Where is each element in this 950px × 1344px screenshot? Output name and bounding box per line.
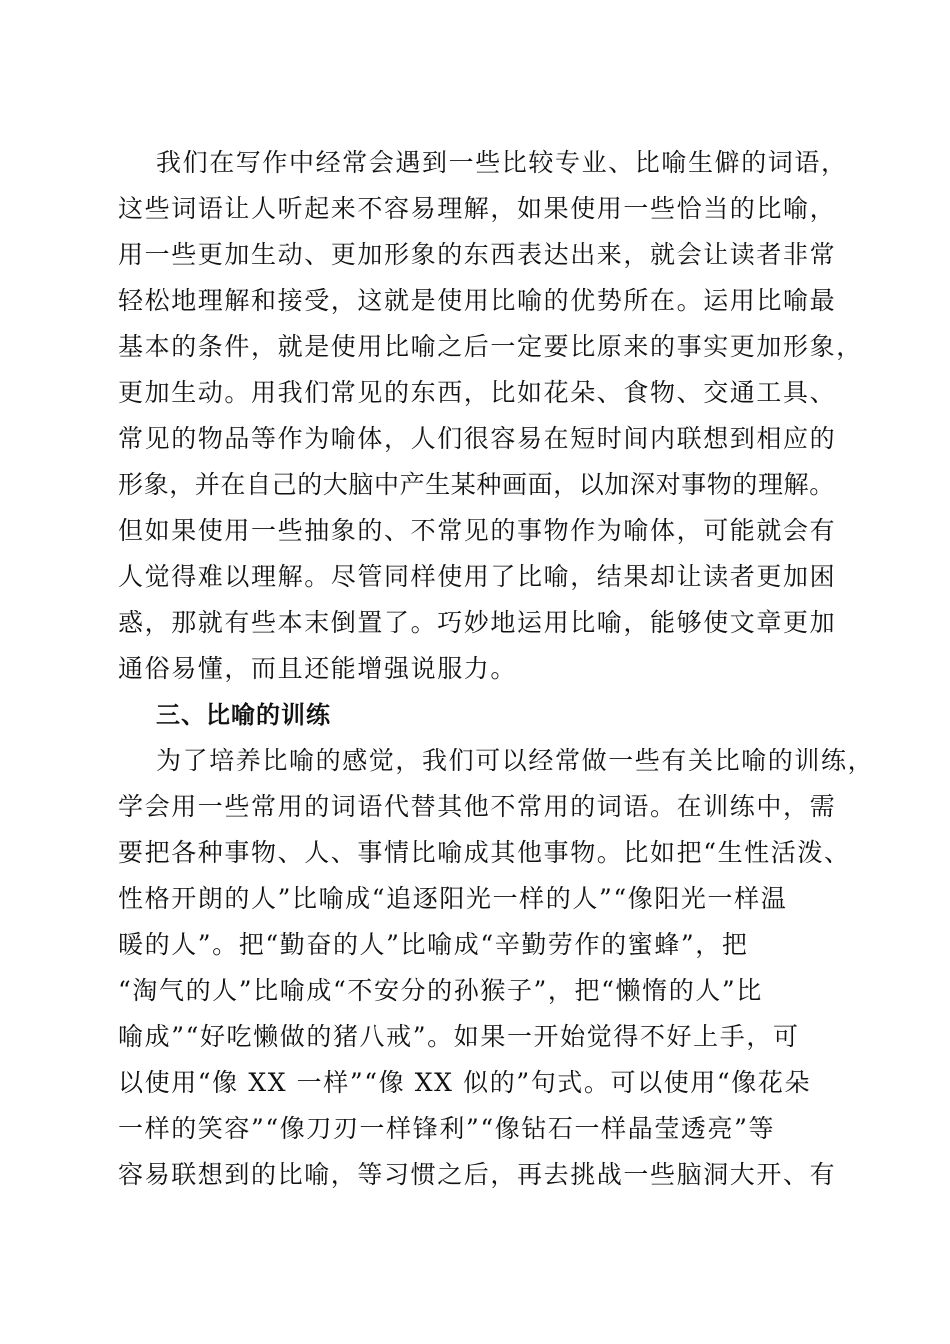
paragraph-line: 形象，并在自己的大脑中产生某种画面，以加深对事物的理解。 [118, 470, 835, 499]
paragraph-line: 为了培养比喻的感觉，我们可以经常做一些有关比喻的训练， [156, 746, 875, 775]
paragraph-line: 通俗易懂，而且还能增强说服力。 [118, 654, 518, 683]
paragraph-metaphor-training [118, 738, 875, 1198]
paragraph-line: 人觉得难以理解。尽管同样使用了比喻，结果却让读者更加困 [118, 562, 837, 591]
paragraph-line: 轻松地理解和接受，这就是使用比喻的优势所在。运用比喻最 [118, 286, 837, 315]
paragraph-line: 喻成”“好吃懒做的猪八戒”。如果一开始觉得不好上手，可 [118, 1022, 800, 1051]
paragraph-line: 性格开朗的人”比喻成“追逐阳光一样的人”“像阳光一样温 [118, 884, 788, 913]
paragraph-line: 我们在写作中经常会遇到一些比较专业、比喻生僻的词语， [156, 148, 848, 177]
paragraph-line: 更加生动。用我们常见的东西，比如花朵、食物、交通工具、 [118, 378, 837, 407]
paragraph-line: 以使用“像 XX 一样”“像 XX 似的”句式。可以使用“像花朵 [118, 1068, 812, 1097]
section-heading: 三、比喻的训练 [156, 701, 331, 729]
paragraph-line: 基本的条件，就是使用比喻之后一定要比原来的事实更加形象， [118, 332, 863, 361]
paragraph-line: 但如果使用一些抽象的、不常见的事物作为喻体，可能就会有 [118, 516, 837, 545]
paragraph-line: 暖的人”。把“勤奋的人”比喻成“辛勤劳作的蜜蜂”，把 [118, 930, 749, 959]
paragraph-line: 这些词语让人听起来不容易理解，如果使用一些恰当的比喻， [118, 194, 837, 223]
paragraph-line: 一样的笑容”“像刀刃一样锋利”“像钻石一样晶莹透亮”等 [118, 1114, 776, 1143]
paragraph-line: 学会用一些常用的词语代替其他不常用的词语。在训练中，需 [118, 792, 837, 821]
paragraph-line: 用一些更加生动、更加形象的东西表达出来，就会让读者非常 [118, 240, 837, 269]
paragraph-line: 要把各种事物、人、事情比喻成其他事物。比如把“生性活泼、 [118, 838, 851, 867]
document-body [118, 140, 875, 1198]
paragraph-line: “淘气的人”比喻成“不安分的孙猴子”，把“懒惰的人”比 [118, 976, 763, 1005]
paragraph-metaphor-advantages [118, 140, 863, 692]
paragraph-line: 容易联想到的比喻，等习惯之后，再去挑战一些脑洞大开、有 [118, 1160, 837, 1189]
paragraph-line: 惑，那就有些本末倒置了。巧妙地运用比喻，能够使文章更加 [118, 608, 837, 637]
paragraph-line: 常见的物品等作为喻体，人们很容易在短时间内联想到相应的 [118, 424, 837, 453]
